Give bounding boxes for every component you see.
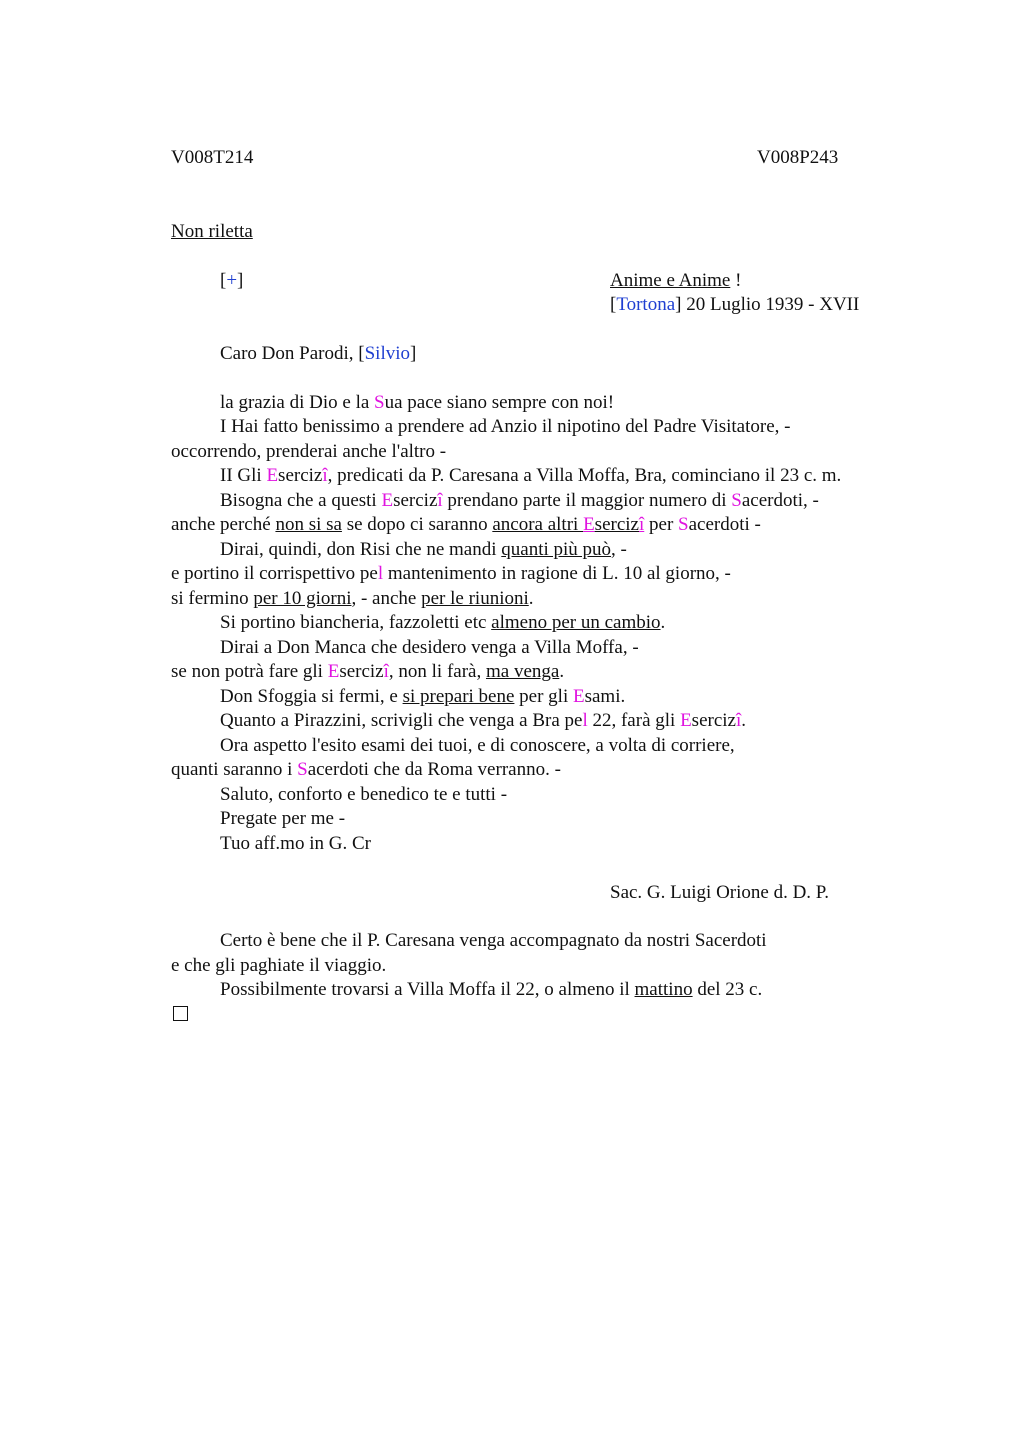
body-line: Quanto a Pirazzini, scrivigli che venga a Bra pel 22, farà gli Esercizî. <box>220 710 747 731</box>
body-line: se non potrà fare gli Esercizî, non li farà, ma venga. <box>171 661 565 682</box>
body-line: anche perché non si sa se dopo ci saranno ancora altri Esercizî per Sacerdoti - <box>171 514 761 535</box>
doc-code-left: V008T214 <box>171 147 254 168</box>
checkbox-square-icon <box>173 1006 188 1021</box>
body-line: Saluto, conforto e benedico te e tutti - <box>220 784 508 805</box>
body-line: Bisogna che a questi Esercizî prendano parte il maggior numero di Sacerdoti, - <box>220 490 819 511</box>
body-line: occorrendo, prenderai anche l'altro - <box>171 441 447 462</box>
postscript-line: Possibilmente trovarsi a Villa Moffa il 22, o almeno il mattino del 23 c. <box>220 979 763 1000</box>
body-line: II Gli Esercizî, predicati da P. Caresana a Villa Moffa, Bra, cominciano il 23 c. m. <box>220 465 842 486</box>
postscript-line: e che gli paghiate il viaggio. <box>171 955 387 976</box>
status-note: Non riletta <box>171 221 253 242</box>
closing: Tuo aff.mo in G. Cr <box>220 833 371 854</box>
body-line: e portino il corrispettivo pel mantenimento in ragione di L. 10 al giorno, - <box>171 563 731 584</box>
body-line: Dirai a Don Manca che desidero venga a Villa Moffa, - <box>220 637 639 658</box>
place-date: [Tortona] 20 Luglio 1939 - XVII <box>610 294 860 315</box>
body-line: la grazia di Dio e la Sua pace siano sempre con noi! <box>220 392 615 413</box>
cross-marker: [+] <box>220 270 244 291</box>
body-line: Don Sfoggia si fermi, e si prepari bene per gli Esami. <box>220 686 626 707</box>
doc-code-right: V008P243 <box>757 147 839 168</box>
motto: Anime e Anime ! <box>610 270 742 291</box>
signature: Sac. G. Luigi Orione d. D. P. <box>610 882 830 903</box>
body-line: Si portino biancheria, fazzoletti etc almeno per un cambio. <box>220 612 666 633</box>
cross-icon: + <box>226 270 238 291</box>
body-line: si fermino per 10 giorni, - anche per le riunioni. <box>171 588 534 609</box>
body-line: Ora aspetto l'esito esami dei tuoi, e di conoscere, a volta di corriere, <box>220 735 735 756</box>
body-line: Pregate per me - <box>220 808 346 829</box>
postscript-line: Certo è bene che il P. Caresana venga accompagnato da nostri Sacerdoti <box>220 930 767 951</box>
body-line: quanti saranno i Sacerdoti che da Roma verranno. - <box>171 759 561 780</box>
salutation: Caro Don Parodi, [Silvio] <box>220 343 417 364</box>
body-line: I Hai fatto benissimo a prendere ad Anzio il nipotino del Padre Visitatore, - <box>220 416 791 437</box>
body-line: Dirai, quindi, don Risi che ne mandi quanti più può, - <box>220 539 627 560</box>
